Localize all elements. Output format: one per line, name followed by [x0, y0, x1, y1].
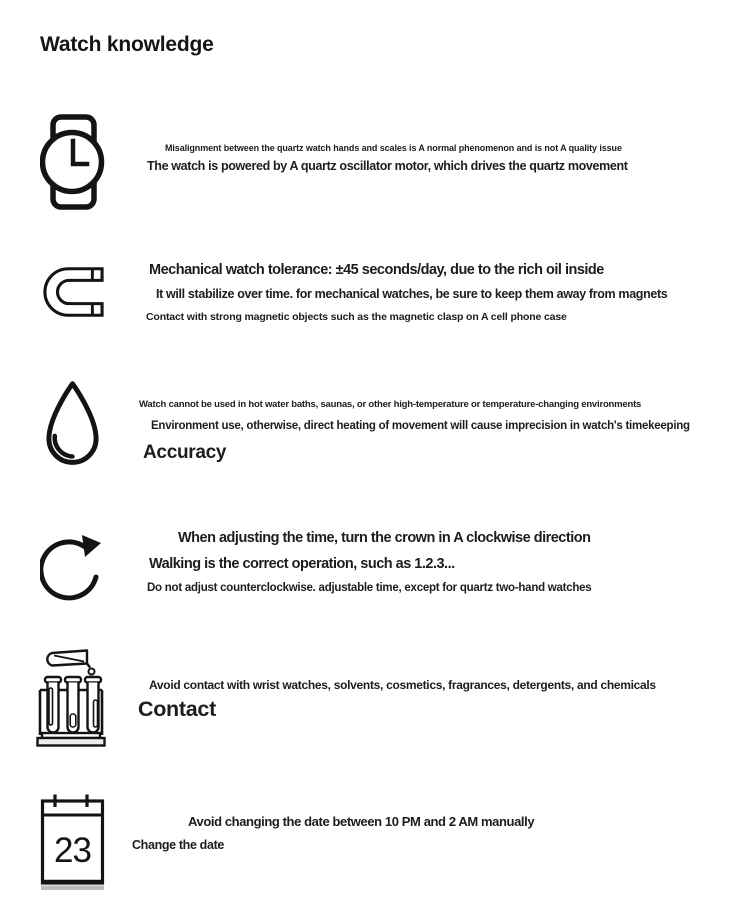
magnet-note: It will stabilize over time. for mechanical watches, be sure to keep them away from magnets [156, 287, 668, 301]
calendar-day-number: 23 [54, 831, 91, 870]
quartz-note-secondary: Misalignment between the quartz watch hands and scales is A normal phenomenon and is not A quality issue [165, 143, 622, 153]
magnet-detail: Contact with strong magnetic objects such as the magnetic clasp on A cell phone case [146, 311, 567, 323]
accuracy-heading: Accuracy [143, 442, 227, 463]
crown-heading: When adjusting the time, turn the crown in A clockwise direction [178, 530, 591, 546]
quartz-note-primary: The watch is powered by A quartz oscillator motor, which drives the quartz movement [147, 159, 628, 173]
crown-subheading: Walking is the correct operation, such as 1.2.3... [149, 556, 455, 572]
magnet-icon [42, 266, 104, 318]
clockwise-arrow-icon [40, 524, 104, 604]
accuracy-detail: Watch cannot be used in hot water baths, saunas, or other high-temperature or temperature-changing environments [139, 399, 642, 410]
crown-detail: Do not adjust counterclockwise. adjustable time, except for quartz two-hand watches [147, 582, 592, 594]
date-subheading: Change the date [132, 838, 224, 852]
calendar-icon [40, 794, 106, 891]
accuracy-note: Environment use, otherwise, direct heating of movement will cause imprecision in watch's timekeeping [151, 420, 690, 432]
contact-heading: Contact [138, 697, 216, 721]
page-title: Watch knowledge [40, 33, 214, 56]
magnet-heading: Mechanical watch tolerance: ±45 seconds/day, due to the rich oil inside [149, 262, 604, 278]
contact-note: Avoid contact with wrist watches, solvents, cosmetics, fragrances, detergents, and chemicals [149, 678, 656, 692]
date-heading: Avoid changing the date between 10 PM and 2 AM manually [188, 814, 535, 829]
water-drop-icon [43, 380, 102, 470]
test-tubes-icon [36, 644, 106, 748]
wristwatch-icon [40, 114, 106, 211]
